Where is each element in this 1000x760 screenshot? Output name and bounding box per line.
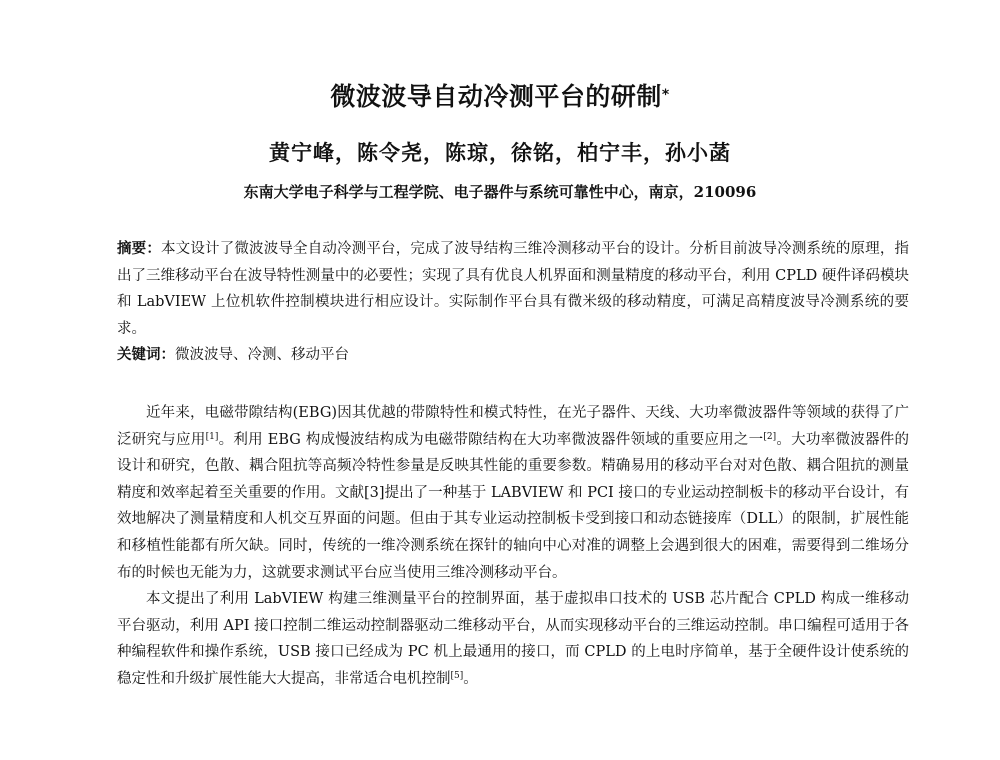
abstract	[117, 236, 909, 342]
author-list: 黄宁峰，陈令尧，陈琼，徐铭，柏宁丰，孙小菡	[269, 140, 731, 165]
citation-5: [5]	[450, 670, 464, 681]
paragraph-2	[117, 586, 909, 692]
paper-title-text: 微波波导自动冷测平台的研制	[330, 82, 662, 111]
abstract-text: 本文设计了微波波导全自动冷测平台，完成了波导结构三维冷测移动平台的设计。分析目前波导冷测系统的原理，指出了三维移动平台在波导特性测量中的必要性；实现了具有优良人机界面和测量精度的移动平台，利用 CPLD 硬件译码模块和 LabVIEW 上位机软件控制模块进行相应设计。实际制作平台具有微米级的移动精度，可满足高精度波导冷测系统的要求。	[117, 241, 910, 337]
keywords-label: 关键词：	[117, 346, 175, 363]
paper-title	[0, 80, 1000, 114]
abstract-section	[117, 236, 909, 369]
citation-1: [1]	[205, 431, 219, 442]
paragraph-2-part-a: 本文提出了利用 LabVIEW 构建三维测量平台的控制界面，基于虚拟串口技术的 USB 芯片配合 CPLD 构成一维移动平台驱动，利用 API 接口控制二维运动控制器驱动二维移动平台，从而实现移动平台的三维运动控制。串口编程可适用于各种编程软件和操作系统，USB 接口已经成为 PC 机上最通用的接口，而 CPLD 的上电时序简单，基于全硬件设计使系统的稳定性和升级扩展性能大大提高，非常适合电机控制	[117, 591, 909, 687]
body-text	[117, 400, 909, 693]
citation-2: [2]	[763, 431, 777, 442]
affiliation: 东南大学电子科学与工程学院、电子器件与系统可靠性中心，南京，210096	[243, 183, 757, 201]
paragraph-1	[117, 400, 909, 586]
abstract-label: 摘要：	[117, 240, 162, 257]
keywords	[117, 342, 909, 369]
keywords-text: 微波波导、冷测、移动平台	[175, 347, 349, 363]
paragraph-2-end: 。	[463, 670, 478, 687]
paragraph-1-part-b: 。利用 EBG 构成慢波结构成为电磁带隙结构在大功率微波器件领域的重要应用之一	[218, 431, 764, 448]
paragraph-1-part-a: 近年来，电磁带隙结构(EBG)因其优越的带隙特性和模式特性，在光子器件、天线、大功率微波器件等领域的获得了广泛研究与应用	[117, 405, 909, 448]
title-footnote-mark: *	[661, 87, 670, 103]
paragraph-1-part-c: 。大功率微波器件的设计和研究，色散、耦合阻抗等高频冷特性参量是反映其性能的重要参数。精确易用的移动平台对对色散、耦合阻抗的测量精度和效率起着至关重要的作用。文献[3]提出了一种基于 LABVIEW 和 PCI 接口的专业运动控制板卡的移动平台设计，有效地解决了测量精度和人机交互界面的问题。但由于其专业运动控制板卡受到接口和动态链接库（DLL）的限制，扩展性能和移植性能都有所欠缺。同时，传统的一维冷测系统在探针的轴向中心对准的调整上会遇到很大的困难，需要得到二维场分布的时候也无能为力，这就要求测试平台应当使用三维冷测移动平台。	[117, 431, 910, 581]
